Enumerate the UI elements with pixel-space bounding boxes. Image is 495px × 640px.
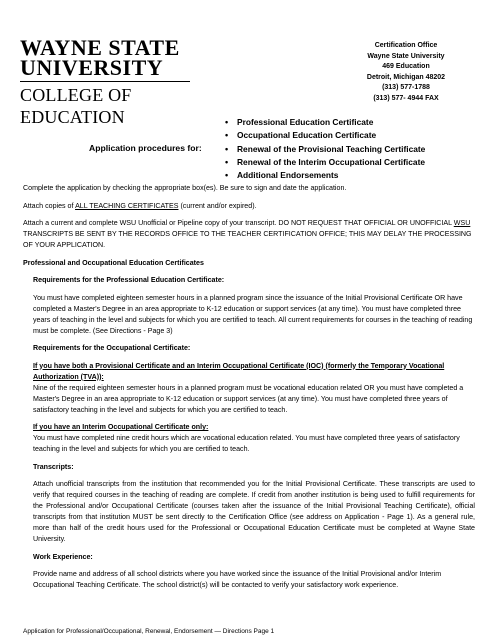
occupational-case-b-heading: [33, 422, 475, 433]
certificate-list: [225, 116, 425, 182]
all-certificates-text: ALL TEACHING CERTIFICATES: [75, 201, 179, 210]
list-item: • Occupational Education Certificate: [225, 129, 425, 142]
document-body: [23, 183, 475, 598]
wsu-text: WSU: [453, 219, 471, 227]
work-experience-text: Provide name and address of all school districts where you have worked since the issuance of the Initial Provisional and/or Interim Occupational Teaching Certificate. The school district(s) will be contacted to verify your satisfactory work experience.: [33, 570, 442, 589]
requirements-section: [33, 275, 475, 591]
office-name: Certification Office: [374, 42, 438, 49]
list-item: • Renewal of the Interim Occupational Certificate: [225, 156, 425, 169]
logo-line-1: WAYNE STATE: [20, 35, 180, 60]
text-span: If you have both a Provisional Certificate and an Interim Occupational Certificate (IOC) (formerly the Temporary Vocational Authorization (TVA)):: [33, 361, 445, 381]
text-span: Attach a current and complete WSU Unofficial or Pipeline copy of your transcript. DO NOT REQUEST THAT OFFICIAL OR UNOFFICIAL: [23, 219, 454, 227]
section-heading: Professional and Occupational Education Certificates: [23, 258, 204, 267]
page-footer: Application for Professional/Occupational, Renewal, Endorsement — Directions Page 1: [23, 628, 275, 635]
occupational-requirements-heading: Requirements for the Occupational Certificate:: [33, 344, 191, 352]
text-span: Attach copies of: [23, 201, 76, 210]
text-span: (current and/or expired).: [178, 201, 257, 210]
professional-requirements-heading: Requirements for the Professional Education Certificate:: [33, 276, 225, 284]
office-phone: (313) 577-1788: [382, 84, 430, 91]
transcript-paragraph: [23, 218, 475, 251]
application-procedures-label: Application procedures for:: [89, 143, 202, 153]
wayne-state-logo: [20, 35, 190, 128]
transcripts-text: Attach unofficial transcripts from the institution that recommended you for the Initial Provisional Certificate. These transcripts are used to verify that required courses in the teaching of reading are complete. If credit from another institution is being used to fulfill requirements for the Professional and/or Occupational Certificate (courses taken after the issuance of the Initial Provisional Teaching Certificate), official transcripts from that institution MUST be sent directly to the Certification Office (see address on Application - Page 1). As a general rule, more than half of the credit hours used for the Professional or Occupational Education Certificate must be completed at Wayne State University.: [33, 480, 475, 543]
list-item: • Renewal of the Provisional Teaching Certificate: [225, 143, 425, 156]
logo-line-3: COLLEGE OF EDUCATION: [20, 81, 190, 128]
office-university: Wayne State University: [367, 52, 445, 60]
office-room: 469 Education: [382, 63, 430, 70]
transcripts-heading: Transcripts:: [33, 462, 74, 471]
occupational-case-a-text: Nine of the required eighteen semester hours in a planned program must be vocational education related OR you must have completed a Master's Degree in an area appropriate to K-12 education or support services (at any time). You must have completed three years of satisfactory teaching in the level and subjects for which you are certified to teach.: [33, 383, 464, 414]
office-address-block: [341, 41, 471, 104]
office-city: Detroit, Michigan 48202: [366, 73, 446, 81]
work-experience-heading: Work Experience:: [33, 552, 93, 561]
text-span: TRANSCRIPTS BE SENT BY THE RECORDS OFFICE TO THE TEACHER CERTIFICATION OFFICE; THIS MAY DELAY THE PROCESSING OF YOUR APPLICATION.: [23, 230, 472, 249]
instructions-paragraph: Complete the application by checking the appropriate box(es). Be sure to sign and date the application.: [23, 184, 347, 192]
list-item: • Additional Endorsements: [225, 169, 425, 182]
office-fax: (313) 577- 4944 FAX: [373, 94, 439, 102]
certificates-paragraph: [23, 201, 475, 212]
occupational-case-b-text: You must have completed nine credit hours which are vocational education related. You must have completed three years of satisfactory teaching in the level and subjects for which you are certified to teach.: [33, 434, 460, 453]
professional-requirements-text: You must have completed eighteen semester hours in a planned program since the issuance of the Initial Provisional Certificate OR have completed a Master's Degree in an area appropriate to K-12 education or support services (at any time). You must have completed three years of teaching in the level and subjects for which you are certified to teach. All current requirements for courses in the teaching of reading must be complete. (See Directions - Page 3): [33, 293, 473, 335]
text-span: If you have an Interim Occupational Certificate only:: [33, 423, 209, 431]
occupational-case-a-heading: [33, 361, 475, 383]
list-item: • Professional Education Certificate: [225, 116, 425, 129]
logo-line-2: UNIVERSITY: [20, 55, 164, 80]
